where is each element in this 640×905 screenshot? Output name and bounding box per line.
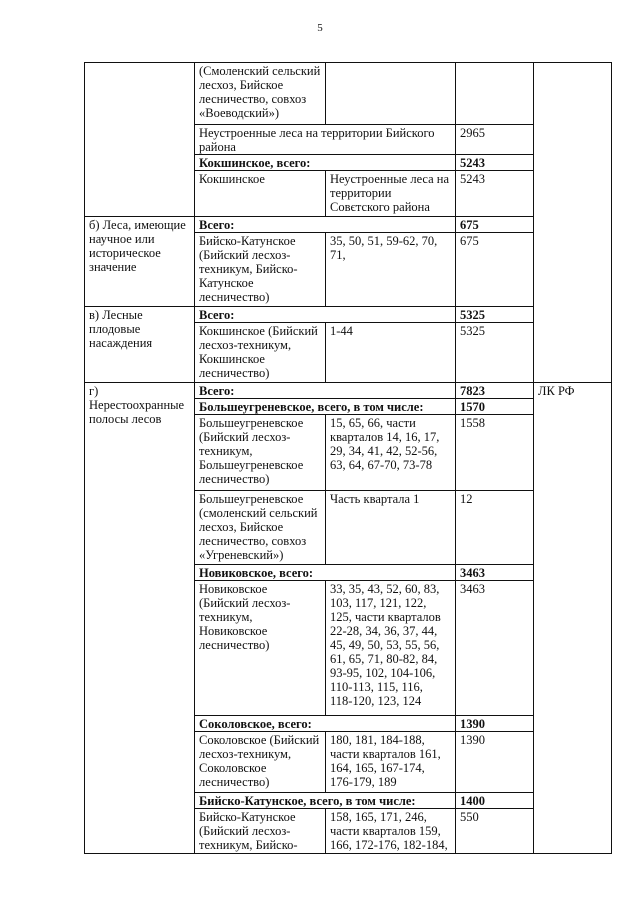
- category-cell: в) Лесные плодовые насаждения: [85, 307, 195, 383]
- total-label-cell: Всего:: [195, 307, 456, 323]
- size-cell: 1390: [456, 732, 534, 793]
- size-cell: 5243: [456, 155, 534, 171]
- size-cell: 675: [456, 217, 534, 233]
- total-label-cell: Бийско-Катунское, всего, в том числе:: [195, 793, 456, 809]
- note-cell: [534, 63, 612, 383]
- quarters-cell: 180, 181, 184-188, части кварталов 161, 164, 165, 167-174, 176-179, 189: [326, 732, 456, 793]
- quarters-cell: Часть квартала 1: [326, 491, 456, 565]
- total-label-cell: Большеугреневское, всего, в том числе:: [195, 399, 456, 415]
- size-cell: 3463: [456, 581, 534, 716]
- quarters-cell: 158, 165, 171, 246, части кварталов 159, 166, 172-176, 182-184,: [326, 809, 456, 854]
- total-label-cell: Кокшинское, всего:: [195, 155, 456, 171]
- area-cell: Неустроенные леса на территории Бийского района: [195, 125, 456, 155]
- quarters-cell: 33, 35, 43, 52, 60, 83, 103, 117, 121, 122, 125, части кварталов 22-28, 34, 36, 37, 44, 45, 49, 50, 53, 55, 56, 61, 65, 71, 80-82, 84, 93-95, 102, 104-106, 110-113, 115, 116, 118-120, 123, 124: [326, 581, 456, 716]
- area-cell: (Смоленский сельский лесхоз, Бийское лесничество, совхоз «Воеводский»): [195, 63, 326, 125]
- category-cell: б) Леса, имеющие научное или историческое значение: [85, 217, 195, 307]
- area-cell: Большеугреневское (смоленский сельский лесхоз, Бийское лесничество, совхоз «Угреневский»): [195, 491, 326, 565]
- page-number: 5: [317, 22, 323, 34]
- area-cell: Соколовское (Бийский лесхоз-техникум, Соколовское лесничество): [195, 732, 326, 793]
- size-cell: 12: [456, 491, 534, 565]
- quarters-cell: 35, 50, 51, 59-62, 70, 71,: [326, 233, 456, 307]
- category-cell: г) Нерестоохранные полосы лесов: [85, 383, 195, 854]
- size-cell: 1400: [456, 793, 534, 809]
- size-cell: 1390: [456, 716, 534, 732]
- quarters-cell: 1-44: [326, 323, 456, 383]
- total-label-cell: Новиковское, всего:: [195, 565, 456, 581]
- table-row: [85, 307, 612, 323]
- total-label-cell: Соколовское, всего:: [195, 716, 456, 732]
- size-cell: 675: [456, 233, 534, 307]
- table-row: [85, 383, 612, 399]
- size-cell: 5325: [456, 323, 534, 383]
- forest-table: [84, 62, 612, 854]
- quarters-cell: 15, 65, 66, части кварталов 14, 16, 17, 29, 34, 41, 42, 52-56, 63, 64, 67-70, 73-78: [326, 415, 456, 491]
- size-cell: 5243: [456, 171, 534, 217]
- area-cell: Бийско-Катунское (Бийский лесхоз- техникум, Бийско- Катунское лесничество): [195, 233, 326, 307]
- table-row: [85, 217, 612, 233]
- category-cell: [85, 63, 195, 217]
- table-row: [85, 63, 612, 125]
- area-cell: Кокшинское: [195, 171, 326, 217]
- size-cell: 5325: [456, 307, 534, 323]
- quarters-cell: Неустроенные леса на территории Совєтского района: [326, 171, 456, 217]
- size-cell: 1570: [456, 399, 534, 415]
- area-cell: Новиковское (Бийский лесхоз- техникум, Новиковское лесничество): [195, 581, 326, 716]
- quarters-cell: [326, 63, 456, 125]
- total-label-cell: Всего:: [195, 217, 456, 233]
- size-cell: 550: [456, 809, 534, 854]
- area-cell: Большеугреневское (Бийский лесхоз- техникум, Большеугреневское лесничество): [195, 415, 326, 491]
- note-cell: ЛК РФ: [534, 383, 612, 854]
- size-cell: 1558: [456, 415, 534, 491]
- area-cell: Кокшинское (Бийский лесхоз-техникум, Кокшинское лесничество): [195, 323, 326, 383]
- size-cell: 2965: [456, 125, 534, 155]
- size-cell: 3463: [456, 565, 534, 581]
- size-cell: [456, 63, 534, 125]
- size-cell: 7823: [456, 383, 534, 399]
- total-label-cell: Всего:: [195, 383, 456, 399]
- area-cell: Бийско-Катунское (Бийский лесхоз- техникум, Бийско-: [195, 809, 326, 854]
